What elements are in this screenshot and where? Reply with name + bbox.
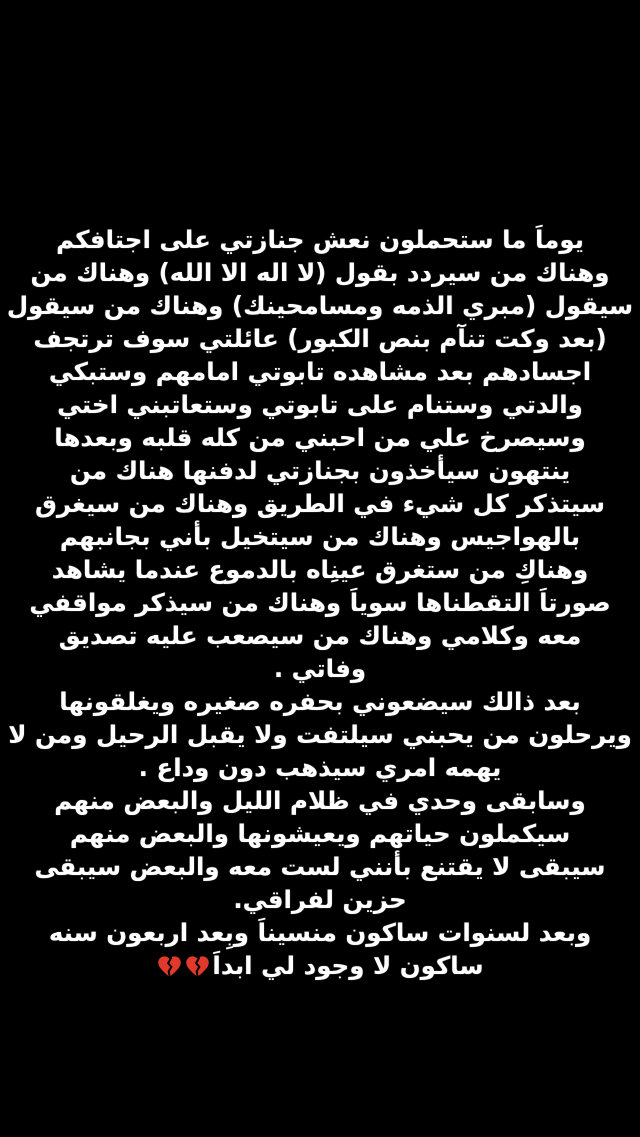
text-line: اجسادهم بعد مشاهده تابوتي امامهم وستبكي <box>48 357 592 386</box>
text-line: والدتي وستنام على تابوتي وستعاتبني اختي <box>57 390 583 419</box>
broken-hearts-group <box>156 949 212 982</box>
text-line: سيكملون حياتهم ويعيشونها والبعض منهم <box>69 819 571 848</box>
text-line: سيبقى لا يقتنع بأنني لست معه والبعض سيبقى <box>34 852 606 881</box>
broken-heart-icon <box>184 953 211 980</box>
text-line: وفاتي . <box>273 654 367 683</box>
text-line: وبعد لسنوات ساكون منسيناَ وبِعد اربعون سنه <box>48 918 592 947</box>
text-line: ويرحلون من يحبني سيلتفت ولا يقبل الرحيل ومن لا <box>8 720 632 749</box>
post-text <box>0 223 640 982</box>
text-line: وهناك من سيردد بقول (لا اله الا الله) وهناك من <box>30 258 610 287</box>
text-line: ينتهون سيأخذون بجنازتي لدفنها هناك من <box>69 456 571 485</box>
text-line: وهناكِ من ستغرق عينِاه بالدموع عندما يشاهد <box>51 555 589 584</box>
text-line: سيتذكر كل شيء في الطريق وهناك من سيغرق <box>35 489 605 518</box>
text-line: يوماَ ما ستحملون نعش جنازتي على اجتافكم <box>56 225 584 254</box>
text-line: وسيصرخ علي من احبني من كله قلبه وبعدها <box>54 423 586 452</box>
broken-heart-icon <box>156 953 183 980</box>
text-line: يهمه امري سيذهب دون وداع . <box>138 753 502 782</box>
text-line: (بعد وكت تنآم بنص الكبور) عائلتي سوف ترتجف <box>33 324 607 353</box>
text-line-final <box>0 949 640 982</box>
text-line: معه وكلامي وهناك من سيصعب عليه تصديق <box>58 621 582 650</box>
text-line: حزين لفراقي. <box>233 885 407 914</box>
text-line: بعد ذالك سيضعوني بحفره صغيره ويغلقونها <box>59 687 581 716</box>
text-line: سيقول (مبري الذمه ومسامحينك) وهناك من سيقول <box>6 291 634 320</box>
final-line-text: ساكون لا وجود لي ابداَ <box>212 951 484 980</box>
text-line: صورتاَ التقطناها سوياَ وهناك من سيذكر مواقفي <box>29 588 611 617</box>
text-line: وسابقى وحدي في ظلام الليل والبعض منهم <box>54 786 586 815</box>
text-line: بالهواجيس وهناك من سيتخيل بأني بجانبهم <box>59 522 581 551</box>
